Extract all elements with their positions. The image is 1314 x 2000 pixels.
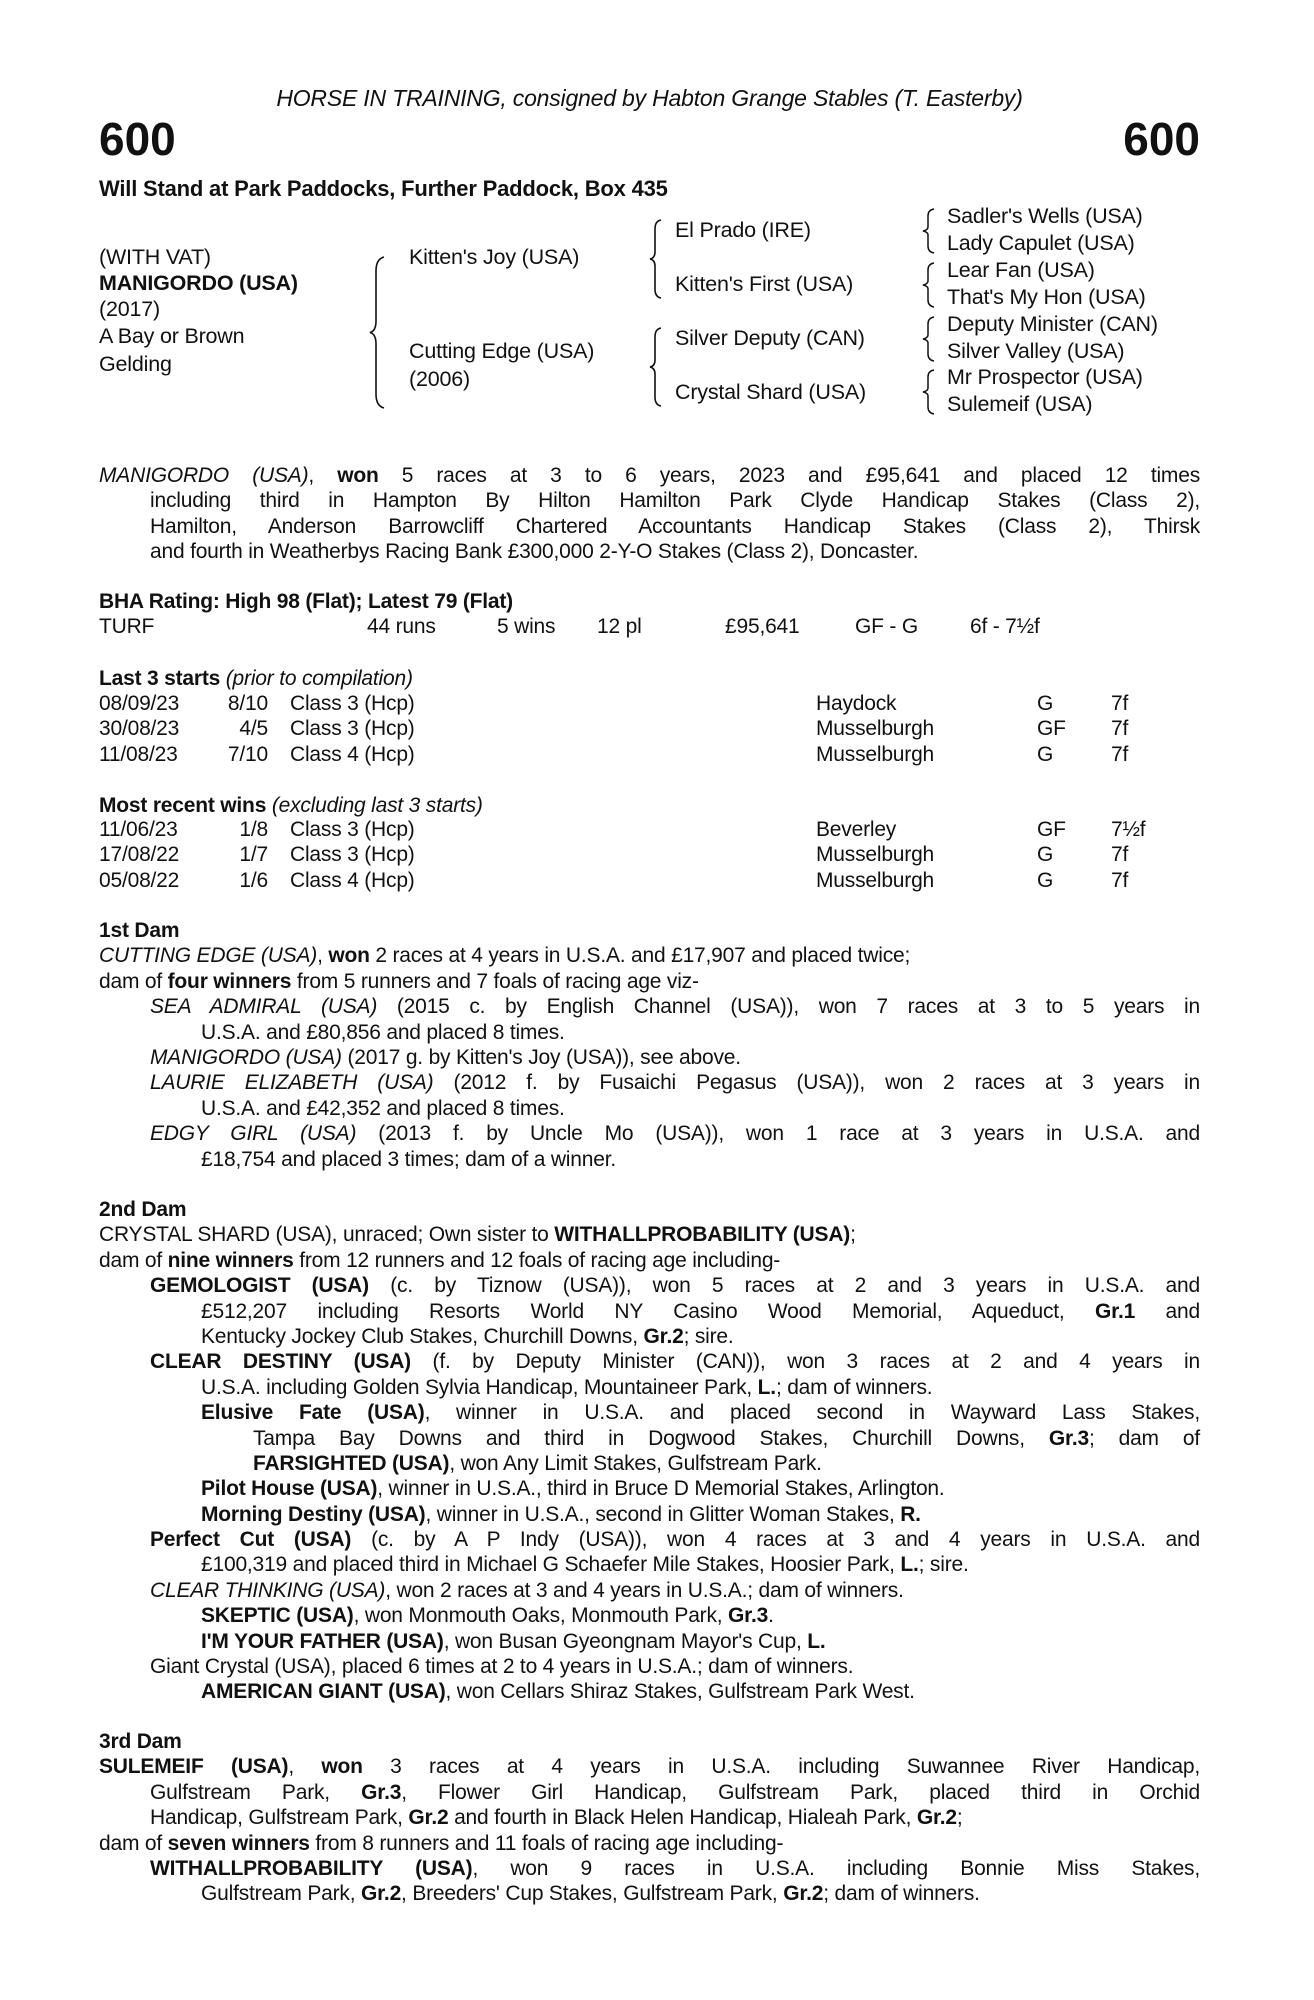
- text: including third in Hampton By Hilton Hamilton Park Clyde Handicap Stakes (Class 2),: [150, 489, 1200, 513]
- text-line: [99, 514, 1200, 539]
- text: .: [768, 1604, 774, 1628]
- section-heading: 1st Dam: [99, 919, 180, 942]
- horse-description-2: Gelding: [99, 352, 172, 376]
- pedigree-entry: [99, 1349, 1200, 1400]
- race-date: 30/08/23: [99, 717, 180, 741]
- recent-wins-title: Most recent wins: [99, 794, 267, 817]
- pedigree-entry: [99, 1679, 1200, 1704]
- italic-text: SEA ADMIRAL (USA): [150, 995, 378, 1019]
- granddam-2: Crystal Shard (USA): [675, 380, 866, 404]
- pedigree-entry: [99, 1070, 1200, 1121]
- bold-text: WITHALLPROBABILITY (USA): [554, 1223, 851, 1247]
- bold-text: CLEAR DESTINY (USA): [150, 1350, 411, 1374]
- bold-text: I'M YOUR FATHER (USA): [201, 1629, 444, 1653]
- text-line: [99, 943, 1200, 968]
- third-dam-section: [99, 1729, 1200, 1907]
- race-going: GF: [1037, 717, 1066, 741]
- text: from 12 runners and 12 foals of racing age including-: [293, 1248, 781, 1272]
- pedigree-entry: [99, 1654, 1200, 1679]
- text: ; sire.: [918, 1553, 969, 1577]
- bold-text: WITHALLPROBABILITY (USA): [150, 1856, 473, 1880]
- text: ;: [850, 1223, 856, 1247]
- text-line: [99, 1273, 1200, 1298]
- bold-text: Gr.2: [916, 1806, 957, 1830]
- text-line: [99, 1248, 1200, 1273]
- stable-location: Will Stand at Park Paddocks, Further Paddock, Box 435: [99, 176, 668, 201]
- text-line: [99, 488, 1200, 513]
- pedigree-entry: [99, 1400, 1200, 1476]
- race-pos: 1/8: [239, 818, 268, 841]
- pedigree-entry: [99, 994, 1200, 1045]
- text: (c. by Tiznow (USA)), won 5 races at 2 and 3 years in U.S.A. and: [368, 1274, 1200, 1298]
- horse-description-1: A Bay or Brown: [99, 324, 245, 348]
- going-range: GF - G: [855, 615, 918, 638]
- race-dist: 7f: [1111, 692, 1129, 715]
- pedigree-entry: [99, 1754, 1200, 1830]
- bold-text: FARSIGHTED (USA): [253, 1451, 450, 1475]
- race-race: Class 4 (Hcp): [290, 868, 415, 892]
- bold-text: Gr.2: [408, 1806, 449, 1830]
- text-line: [99, 1070, 1200, 1095]
- text: , winner in U.S.A. and placed second in Wayward Lass Stakes,: [424, 1401, 1200, 1425]
- race-dist: 7f: [1111, 843, 1129, 867]
- text-line: [99, 1603, 1200, 1628]
- text-line: [99, 969, 1200, 994]
- text-line: [99, 463, 1200, 488]
- race-date: 11/06/23: [99, 818, 178, 841]
- text: £18,754 and placed 3 times; dam of a winner.: [201, 1147, 616, 1171]
- text: and fourth in Black Helen Handicap, Hialeah Park,: [448, 1806, 917, 1830]
- race-going: G: [1037, 843, 1054, 867]
- ancestor-4: That's My Hon (USA): [947, 285, 1146, 309]
- race-course: Musselburgh: [816, 868, 935, 892]
- italic-text: EDGY GIRL (USA): [150, 1122, 357, 1146]
- race-pos: 7/10: [227, 742, 268, 766]
- race-pos: 4/5: [239, 717, 268, 741]
- text: Handicap, Gulfstream Park,: [150, 1806, 409, 1830]
- text-line: [99, 1856, 1200, 1881]
- brace-icon: [372, 255, 386, 410]
- pedigree-entry: [99, 1629, 1200, 1654]
- race-course: Musselburgh: [816, 717, 935, 741]
- bha-rating: BHA Rating: High 98 (Flat); Latest 79 (Flat): [99, 590, 513, 613]
- text: 3 races at 4 years in U.S.A. including Suwannee River Handicap,: [362, 1755, 1200, 1779]
- bold-text: R.: [900, 1502, 921, 1526]
- bold-text: won: [337, 464, 379, 487]
- text: Giant Crystal (USA), placed 6 times at 2 to 4 years in U.S.A.; dam of winners.: [150, 1655, 854, 1679]
- race-date: 05/08/22: [99, 868, 180, 892]
- pedigree-entry: [99, 1248, 1200, 1273]
- race-race: Class 3 (Hcp): [290, 717, 415, 741]
- text-line: [99, 1299, 1200, 1324]
- text-line: [99, 994, 1200, 1019]
- race-going: G: [1037, 742, 1054, 766]
- italic-text: LAURIE ELIZABETH (USA): [150, 1071, 434, 1095]
- race-race: Class 3 (Hcp): [290, 818, 415, 841]
- first-dam-section: [99, 918, 1200, 1172]
- race-date: 17/08/22: [99, 843, 180, 867]
- text-line: [99, 1375, 1200, 1400]
- text: Hamilton, Anderson Barrowcliff Chartered Accountants Handicap Stakes (Class 2), Thirsk: [150, 514, 1200, 538]
- sire: Kitten's Joy (USA): [409, 245, 580, 269]
- section-heading: 2nd Dam: [99, 1198, 187, 1221]
- pedigree-entry: [99, 463, 1200, 565]
- text: (c. by A P Indy (USA)), won 4 races at 3 and 4 years in U.S.A. and: [351, 1528, 1200, 1552]
- bold-text: Gr.3: [1048, 1426, 1089, 1450]
- bold-text: Gr.3: [361, 1780, 402, 1804]
- text-line: [99, 1527, 1200, 1552]
- race-dist: 7f: [1111, 717, 1129, 741]
- text: dam of: [99, 969, 168, 993]
- second-dam-section: [99, 1197, 1200, 1705]
- recent-wins-note: (excluding last 3 starts): [271, 794, 483, 817]
- text: and: [1135, 1299, 1200, 1323]
- race-pos: 1/7: [239, 843, 268, 867]
- pedigree-entry: [99, 969, 1200, 994]
- text-line: [99, 1121, 1200, 1146]
- ancestor-3: Lear Fan (USA): [947, 258, 1095, 282]
- brace-icon: [924, 208, 936, 254]
- last-starts-title: Last 3 starts: [99, 667, 221, 690]
- text: 2 races at 4 years in U.S.A. and £17,907 and placed twice;: [369, 944, 911, 968]
- lot-number-right: 600: [1123, 113, 1200, 165]
- race-record: [99, 463, 1200, 565]
- text: U.S.A. and £80,856 and placed 8 times.: [201, 1020, 565, 1044]
- brace-icon: [924, 262, 936, 308]
- ancestor-6: Silver Valley (USA): [947, 339, 1125, 363]
- foaling-year: (2017): [99, 297, 160, 321]
- text-line: [99, 1222, 1200, 1247]
- text: , won Cellars Shiraz Stakes, Gulfstream Park West.: [445, 1680, 915, 1704]
- text-line: [99, 1400, 1200, 1425]
- italic-text: CLEAR THINKING (USA): [150, 1578, 386, 1602]
- placed: 12 pl: [597, 615, 642, 638]
- dam-year: (2006): [409, 367, 470, 391]
- bold-text: Gr.2: [360, 1882, 402, 1906]
- text: Kentucky Jockey Club Stakes, Churchill Downs,: [201, 1324, 644, 1348]
- bold-text: GEMOLOGIST (USA): [150, 1274, 369, 1298]
- text: U.S.A. and £42,352 and placed 8 times.: [201, 1096, 565, 1120]
- bold-text: AMERICAN GIANT (USA): [201, 1680, 446, 1704]
- pedigree-entry: [99, 1831, 1200, 1856]
- bold-text: SULEMEIF (USA): [99, 1755, 289, 1779]
- bold-text: SKEPTIC (USA): [201, 1604, 354, 1628]
- text: , won 2 races at 3 and 4 years in U.S.A.; dam of winners.: [385, 1578, 904, 1602]
- race-pos: 8/10: [227, 692, 268, 715]
- text: , won 9 races in U.S.A. including Bonnie Miss Stakes,: [472, 1856, 1200, 1880]
- text-line: [99, 1552, 1200, 1577]
- granddam-1: Kitten's First (USA): [675, 272, 854, 296]
- bold-text: Morning Destiny (USA): [201, 1502, 426, 1526]
- pedigree-entry: [99, 1476, 1200, 1501]
- bold-text: Perfect Cut (USA): [150, 1528, 352, 1552]
- ancestor-7: Mr Prospector (USA): [947, 365, 1143, 389]
- pedigree-entry: [99, 1222, 1200, 1247]
- dam: Cutting Edge (USA): [409, 339, 595, 363]
- bold-text: Gr.1: [1095, 1299, 1136, 1323]
- text: ;: [956, 1806, 963, 1830]
- text-line: [99, 1349, 1200, 1374]
- consignment-line: HORSE IN TRAINING, consigned by Habton Grange Stables (T. Easterby): [276, 85, 1023, 111]
- text: from 5 runners and 7 foals of racing age viz-: [291, 969, 699, 993]
- text-line: [99, 1629, 1200, 1654]
- text: , winner in U.S.A., second in Glitter Woman Stakes,: [425, 1502, 901, 1526]
- text: , won Monmouth Oaks, Monmouth Park,: [353, 1604, 729, 1628]
- text: (2013 f. by Uncle Mo (USA)), won 1 race at 3 years in U.S.A. and: [356, 1122, 1200, 1146]
- text-line: [99, 1805, 1200, 1830]
- race-dist: 7f: [1111, 868, 1129, 892]
- bold-text: L.: [900, 1553, 919, 1577]
- race-course: Musselburgh: [816, 742, 935, 766]
- vat-note: (WITH VAT): [99, 245, 211, 269]
- text-line: [99, 1451, 1200, 1476]
- race-date: 11/08/23: [99, 742, 178, 766]
- text: (f. by Deputy Minister (CAN)), won 3 races at 2 and 4 years in: [410, 1350, 1200, 1374]
- text: ,: [308, 464, 338, 487]
- race-course: Musselburgh: [816, 843, 935, 867]
- brace-icon: [651, 327, 663, 407]
- bold-text: Gr.3: [728, 1604, 769, 1628]
- text-line: [99, 1881, 1200, 1906]
- text-line: [99, 1426, 1200, 1451]
- race-race: Class 4 (Hcp): [290, 742, 415, 766]
- bold-text: Gr.2: [643, 1324, 684, 1348]
- ancestor-2: Lady Capulet (USA): [947, 231, 1135, 255]
- text-line: [99, 1679, 1200, 1704]
- race-dist: 7½f: [1111, 818, 1146, 841]
- earnings: £95,641: [725, 615, 800, 638]
- pedigree-entry: [99, 1578, 1200, 1603]
- bold-text: Elusive Fate (USA): [201, 1401, 425, 1425]
- pedigree-entry: [99, 1121, 1200, 1172]
- text: (2012 f. by Fusaichi Pegasus (USA)), won 2 races at 3 years in: [433, 1071, 1200, 1095]
- lot-number-left: 600: [99, 113, 176, 165]
- text-line: [99, 1780, 1200, 1805]
- bold-text: L.: [807, 1629, 826, 1653]
- text-line: [99, 1831, 1200, 1856]
- bold-text: nine winners: [167, 1248, 294, 1272]
- text: Tampa Bay Downs and third in Dogwood Stakes, Churchill Downs,: [253, 1426, 1049, 1450]
- bold-text: won: [328, 944, 370, 968]
- race-race: Class 3 (Hcp): [290, 692, 415, 715]
- bold-text: Gr.2: [783, 1882, 824, 1906]
- race-dist: 7f: [1111, 742, 1129, 766]
- text: , Flower Girl Handicap, Gulfstream Park, placed third in Orchid: [401, 1780, 1200, 1804]
- race-going: G: [1037, 868, 1054, 892]
- text-line: [99, 1476, 1200, 1501]
- pedigree-entry: [99, 1502, 1200, 1527]
- race-course: Haydock: [816, 692, 897, 715]
- text: , winner in U.S.A., third in Bruce D Memorial Stakes, Arlington.: [377, 1477, 945, 1501]
- text-line: [99, 539, 1200, 564]
- race-going: GF: [1037, 818, 1066, 841]
- pedigree-entry: [99, 1045, 1200, 1070]
- race-date: 08/09/23: [99, 692, 180, 715]
- text: , won Busan Gyeongnam Mayor's Cup,: [443, 1629, 808, 1653]
- race-course: Beverley: [816, 818, 897, 841]
- text: (2015 c. by English Channel (USA)), won 7 races at 3 to 5 years in: [377, 995, 1201, 1019]
- text: (2017 g. by Kitten's Joy (USA)), see above.: [341, 1045, 741, 1069]
- text: CRYSTAL SHARD (USA), unraced; Own sister to: [99, 1223, 555, 1247]
- bold-text: seven winners: [167, 1831, 310, 1855]
- pedigree-entry: [99, 1856, 1200, 1907]
- runs: 44 runs: [367, 615, 436, 638]
- bold-text: four winners: [167, 969, 292, 993]
- text: £100,319 and placed third in Michael G Schaefer Mile Stakes, Hoosier Park,: [201, 1553, 901, 1577]
- text: 5 races at 3 to 6 years, 2023 and £95,641 and placed 12 times: [378, 464, 1200, 487]
- bold-text: L.: [757, 1375, 776, 1399]
- distance-range: 6f - 7½f: [970, 615, 1040, 638]
- text: ; dam of: [1088, 1426, 1200, 1450]
- italic-text: MANIGORDO (USA): [99, 464, 309, 487]
- text: U.S.A. including Golden Sylvia Handicap, Mountaineer Park,: [201, 1375, 758, 1399]
- ancestor-8: Sulemeif (USA): [947, 392, 1093, 416]
- text-line: [99, 1754, 1200, 1779]
- text: dam of: [99, 1831, 168, 1855]
- text-line: [99, 1502, 1200, 1527]
- text: and fourth in Weatherbys Racing Bank £300,000 2-Y-O Stakes (Class 2), Doncaster.: [150, 540, 919, 564]
- text: ,: [288, 1755, 322, 1779]
- text: , Breeders' Cup Stakes, Gulfstream Park,: [401, 1882, 784, 1906]
- wins: 5 wins: [497, 615, 556, 638]
- text-line: [99, 1324, 1200, 1349]
- brace-icon: [924, 316, 936, 362]
- text-line: [99, 1020, 1200, 1045]
- bold-text: Pilot House (USA): [201, 1477, 378, 1501]
- pedigree-entry: [99, 1603, 1200, 1628]
- section-heading: 3rd Dam: [99, 1730, 182, 1753]
- pedigree-entry: [99, 1527, 1200, 1578]
- bold-text: won: [321, 1755, 363, 1779]
- text-line: [99, 1147, 1200, 1172]
- text: ; dam of winners.: [775, 1375, 933, 1399]
- brace-icon: [651, 219, 663, 299]
- text-line: [99, 1578, 1200, 1603]
- text-line: [99, 1045, 1200, 1070]
- race-going: G: [1037, 692, 1054, 715]
- text: ; dam of winners.: [823, 1882, 980, 1906]
- italic-text: CUTTING EDGE (USA): [99, 944, 318, 968]
- text: , won Any Limit Stakes, Gulfstream Park.: [449, 1451, 822, 1475]
- surface: TURF: [99, 615, 155, 638]
- text-line: [99, 1096, 1200, 1121]
- brace-icon: [924, 369, 936, 415]
- italic-text: MANIGORDO (USA): [150, 1045, 342, 1069]
- pedigree-entry: [99, 1273, 1200, 1349]
- grandsire-2: Silver Deputy (CAN): [675, 326, 865, 350]
- text: ,: [317, 944, 329, 968]
- last-starts-note: (prior to compilation): [225, 667, 413, 690]
- ancestor-1: Sadler's Wells (USA): [947, 204, 1143, 228]
- text: dam of: [99, 1248, 168, 1272]
- text-line: [99, 1654, 1200, 1679]
- ancestor-5: Deputy Minister (CAN): [947, 312, 1158, 336]
- text: £512,207 including Resorts World NY Casino Wood Memorial, Aqueduct,: [201, 1299, 1096, 1323]
- race-pos: 1/6: [239, 868, 268, 892]
- text: from 8 runners and 11 foals of racing age including-: [309, 1831, 784, 1855]
- text: Gulfstream Park,: [201, 1882, 361, 1906]
- last-starts-heading: [99, 666, 413, 691]
- text: ; sire.: [683, 1324, 734, 1348]
- grandsire-1: El Prado (IRE): [675, 218, 811, 242]
- text: Gulfstream Park,: [150, 1780, 362, 1804]
- recent-wins-heading: [99, 793, 483, 818]
- horse-name: MANIGORDO (USA): [99, 271, 298, 295]
- pedigree-entry: [99, 943, 1200, 968]
- race-race: Class 3 (Hcp): [290, 843, 415, 867]
